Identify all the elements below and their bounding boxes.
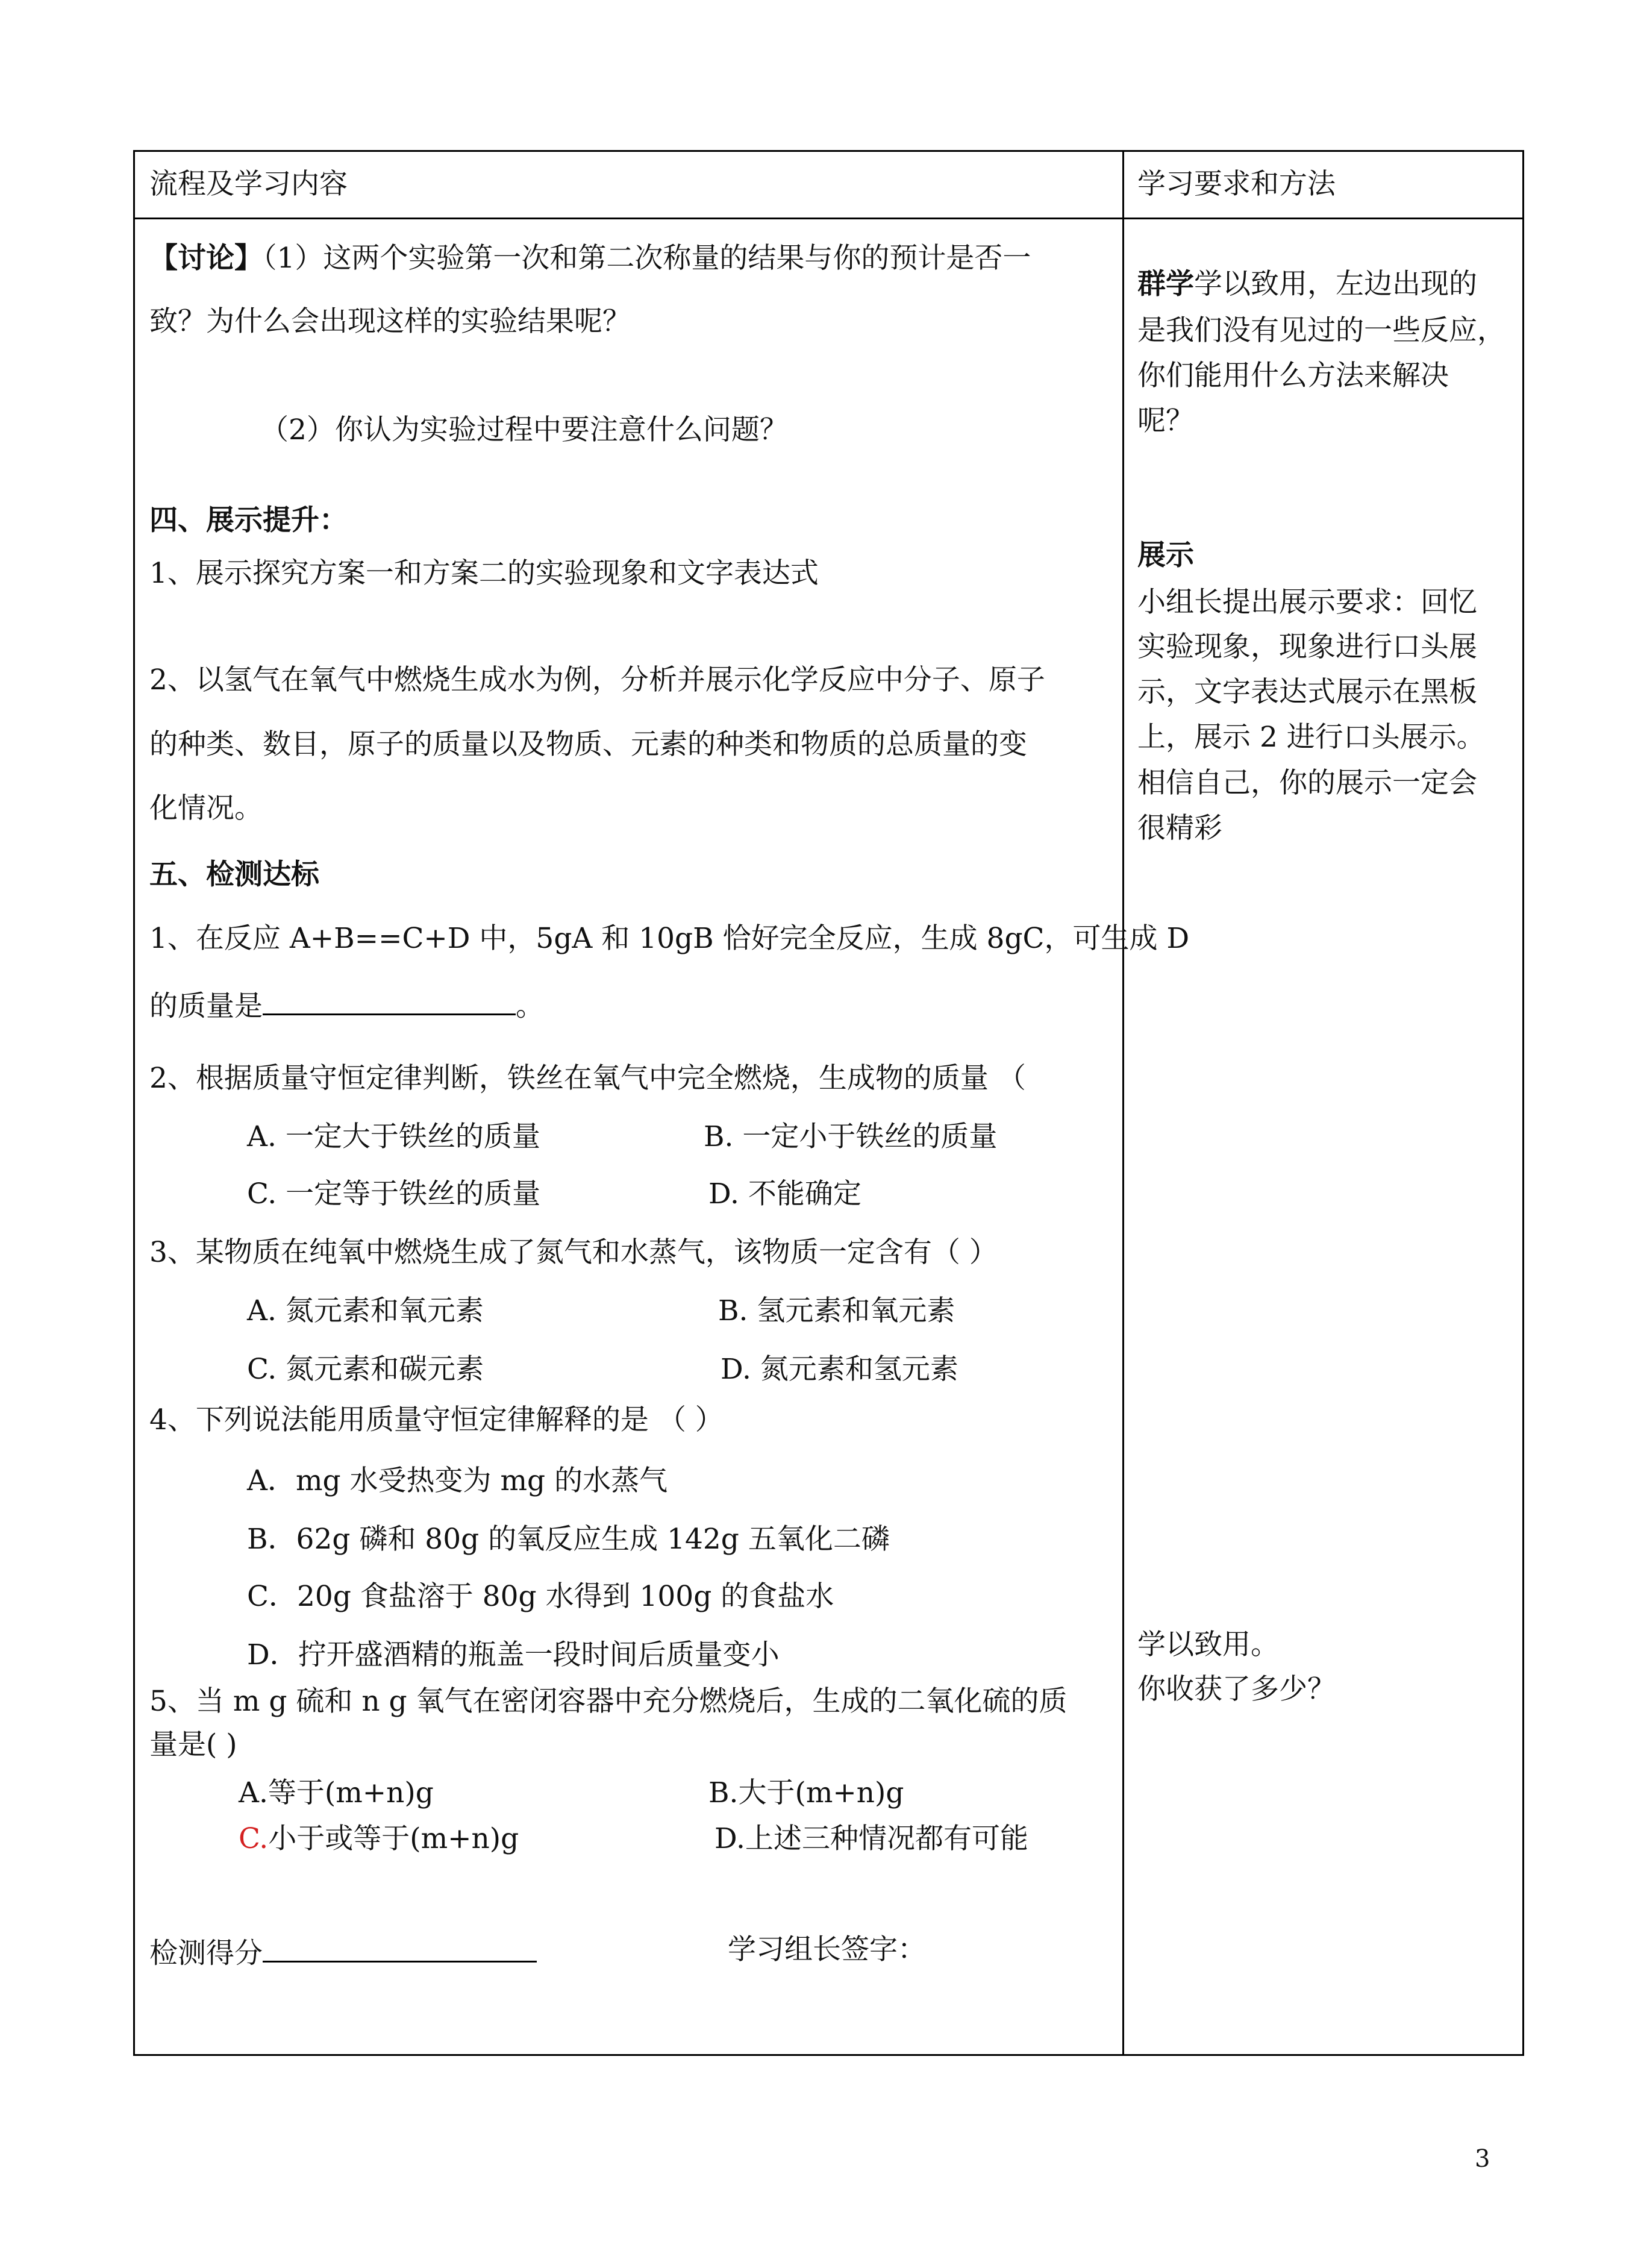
section-4-title: 四、展示提升： — [149, 504, 348, 537]
discuss-q1-line2: 致？为什么会出现这样的实验结果呢？ — [149, 305, 631, 338]
question-3-stem: 3、某物质在纯氧中燃烧生成了氮气和水蒸气，该物质一定含有（ ） — [149, 1236, 998, 1269]
show-line3: 示，文字表达式展示在黑板 — [1137, 675, 1477, 709]
leader-signature-label: 学习组长签字： — [728, 1933, 926, 1966]
question-5-option-a: A.等于(m+n)g — [239, 1776, 434, 1809]
question-2-option-a: A. 一定大于铁丝的质量 — [247, 1120, 540, 1153]
discuss-q1-line1: 【讨论】（1）这两个实验第一次和第二次称量的结果与你的预计是否一 — [149, 242, 1031, 275]
header-divider — [135, 218, 1522, 219]
qunxue-line3: 你们能用什么方法来解决 — [1137, 359, 1449, 392]
show-title: 展示 — [1137, 539, 1194, 572]
section-5-title: 五、检测达标 — [149, 858, 319, 891]
show-line5: 相信自己，你的展示一定会 — [1137, 766, 1477, 800]
score-line: 检测得分 — [149, 1935, 537, 1967]
header-right: 学习要求和方法 — [1137, 168, 1336, 201]
section-4-item2-line3: 化情况。 — [149, 792, 263, 825]
qunxue-line1: 群学学以致用，左边出现的 — [1137, 268, 1477, 301]
question-4-stem: 4、下列说法能用质量守恒定律解释的是 （ ） — [149, 1403, 724, 1436]
header-left: 流程及学习内容 — [149, 168, 348, 201]
reflection-line1: 学以致用。 — [1137, 1628, 1279, 1661]
question-3-option-c: C. 氮元素和碳元素 — [247, 1353, 484, 1386]
discuss-q2: （2）你认为实验过程中要注意什么问题？ — [260, 413, 788, 446]
section-4-item1: 1、展示探究方案一和方案二的实验现象和文字表达式 — [149, 557, 819, 590]
question-3-option-b: B. 氢元素和氧元素 — [718, 1294, 955, 1327]
show-line2: 实验现象，现象进行口头展 — [1137, 630, 1477, 663]
question-4-option-b: B．62g 磷和 80g 的氧反应生成 142g 五氧化二磷 — [247, 1523, 890, 1556]
question-5-option-c: C.小于或等于(m+n)g — [239, 1822, 519, 1855]
question-2-stem: 2、根据质量守恒定律判断，铁丝在氧气中完全燃烧，生成物的质量 （ — [149, 1062, 1026, 1095]
show-line4: 上，展示 2 进行口头展示。 — [1137, 721, 1485, 754]
qunxue-line4: 呢？ — [1137, 404, 1194, 437]
qunxue-tag: 群学 — [1137, 268, 1194, 301]
question-4-option-c: C．20g 食盐溶于 80g 水得到 100g 的食盐水 — [247, 1580, 834, 1613]
question-2-option-d: D. 不能确定 — [708, 1177, 861, 1211]
page-number: 3 — [1475, 2145, 1490, 2173]
question-3-option-a: A. 氮元素和氧元素 — [247, 1294, 484, 1327]
discuss-tag: 【讨论】 — [149, 242, 263, 275]
question-5-line2: 量是( ) — [149, 1728, 237, 1761]
answer-blank — [263, 988, 516, 1015]
question-2-option-b: B. 一定小于铁丝的质量 — [704, 1120, 998, 1153]
option-c-letter: C. — [239, 1822, 269, 1855]
section-4-item2-line1: 2、以氢气在氧气中燃烧生成水为例，分析并展示化学反应中分子、原子 — [149, 663, 1045, 697]
question-2-option-c: C. 一定等于铁丝的质量 — [247, 1177, 541, 1211]
question-5-line1: 5、当 m g 硫和 n g 氧气在密闭容器中充分燃烧后，生成的二氧化硫的质 — [149, 1685, 1068, 1718]
question-1-line1: 1、在反应 A+B==C+D 中，5gA 和 10gB 恰好完全反应，生成 8gC，可生成 D — [149, 922, 1190, 955]
question-5-option-b: B.大于(m+n)g — [708, 1776, 904, 1809]
question-1-line2: 的质量是 。 — [149, 988, 544, 1020]
show-line6: 很精彩 — [1137, 812, 1222, 845]
question-5-option-d: D.上述三种情况都有可能 — [714, 1822, 1028, 1855]
qunxue-line2: 是我们没有见过的一些反应， — [1137, 314, 1505, 347]
question-4-option-a: A．mg 水受热变为 mg 的水蒸气 — [247, 1464, 668, 1497]
show-line1: 小组长提出展示要求：回忆 — [1137, 586, 1477, 619]
reflection-line2: 你收获了多少？ — [1137, 1673, 1336, 1706]
score-blank — [263, 1935, 537, 1963]
question-3-option-d: D. 氮元素和氢元素 — [721, 1353, 958, 1386]
question-4-option-d: D．拧开盛酒精的瓶盖一段时间后质量变小 — [247, 1638, 780, 1671]
column-divider — [1122, 152, 1124, 2054]
section-4-item2-line2: 的种类、数目，原子的质量以及物质、元素的种类和物质的总质量的变 — [149, 728, 1027, 761]
